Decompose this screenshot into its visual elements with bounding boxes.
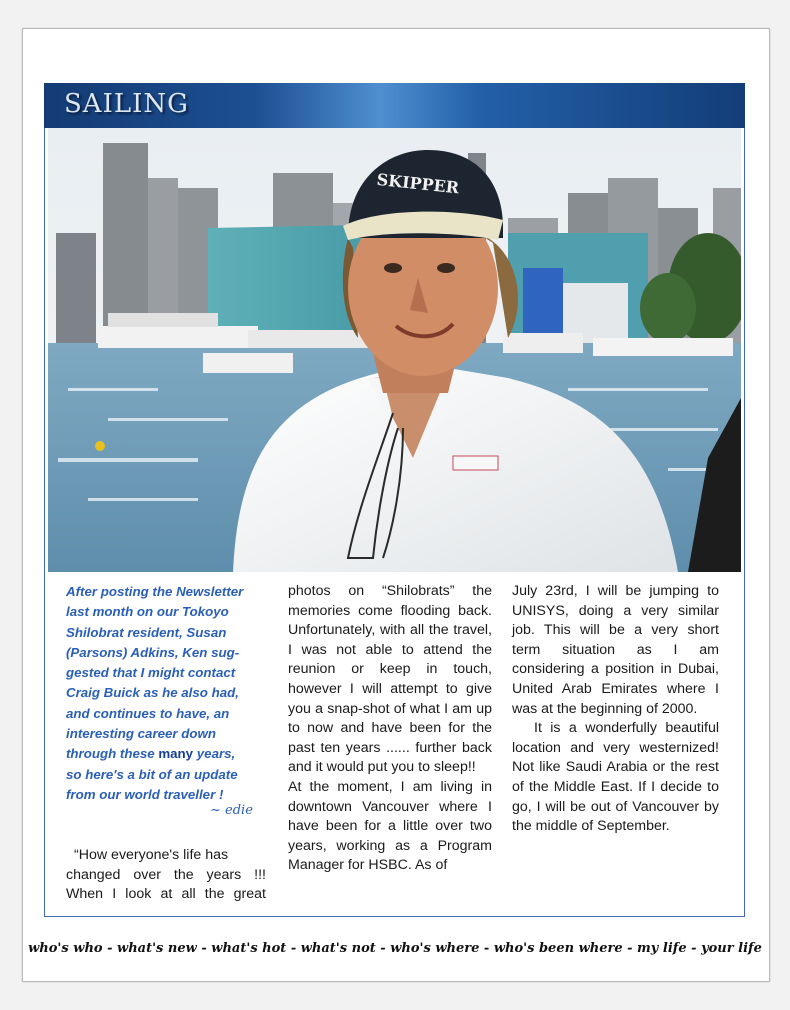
intro-line: from our world traveller ! xyxy=(66,786,224,802)
footer-tagline: who's who - what's new - what's hot - what's not - who's where - who's been where - my life - your life xyxy=(28,941,762,956)
article-photo xyxy=(48,128,741,572)
intro-line: Craig Buick as he also had, xyxy=(66,685,239,701)
intro-line: (Parsons) Adkins, Ken sug- xyxy=(66,644,240,660)
article-column-1 xyxy=(66,846,266,905)
intro-line: interesting career down xyxy=(66,726,216,742)
article-line: changed over the years !!! xyxy=(66,866,266,883)
section-title: SAILING xyxy=(64,89,189,119)
intro-line xyxy=(66,744,268,764)
intro-line: last month on our Tokoyo xyxy=(66,604,229,620)
article-paragraph: photos on “Shilobrats” the memories come flooding back. Unfortunately, with all the travel, I was not able to attend the reunion or keep in touch, however I will attempt to give you a snap-shot of what I am up to now and have been for the past ten years ...... further back and it would put you to sleep!! xyxy=(288,583,492,776)
article-paragraph: At the moment, I am living in downtown Vancouver where I have been for a little over two years, working as a Program Manager for HSBC. As of xyxy=(288,778,492,874)
intro-text: through these xyxy=(66,746,159,762)
editor-intro xyxy=(66,582,268,805)
article-line: “How everyone's life has xyxy=(74,847,229,863)
intro-emphasis: many xyxy=(158,746,194,762)
article-paragraph: July 23rd, I will be jumping to UNISYS, doing a very similar job. This will be a very short term situation as I am considering a position in Dubai, United Arab Emirates where I was at the beginning of 2000. xyxy=(512,583,719,717)
section-banner xyxy=(44,83,745,128)
intro-line: so here's a bit of an update xyxy=(66,766,238,782)
editor-signature: ~ edie xyxy=(210,803,253,818)
intro-line: and continues to have, an xyxy=(66,705,230,721)
cap-text: SKIPPER xyxy=(375,169,460,198)
article-column-3 xyxy=(512,582,719,837)
article-column-2 xyxy=(288,582,492,876)
article-paragraph: It is a wonderfully beautiful location and very westernized! Not like Saudi Arabia or the rest of the Middle East. If I decide to go, I will be out of Vancouver by the middle of September. xyxy=(512,720,719,835)
article-line: When I look at all the great xyxy=(66,886,266,903)
intro-line: gested that I might contact xyxy=(66,665,236,681)
intro-text: years, xyxy=(193,746,236,762)
intro-line: After posting the Newsletter xyxy=(66,584,244,599)
intro-line: Shilobrat resident, Susan xyxy=(66,624,227,640)
